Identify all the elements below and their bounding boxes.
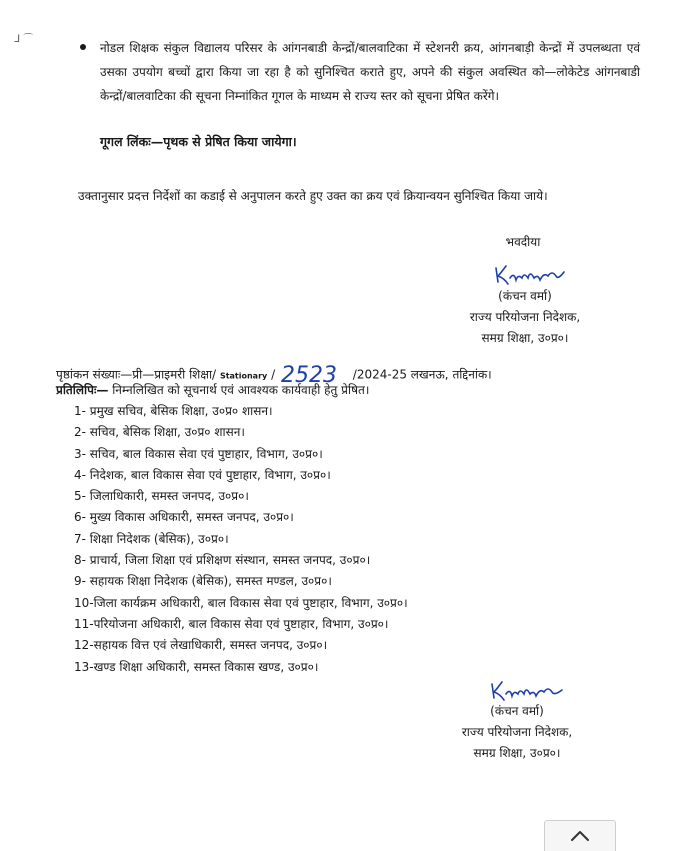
bullet-paragraph: नोडल शिक्षक संकुल विद्यालय परिसर के आंगनबाडी केन्द्रों/बालवाटिका में स्टेशनरी क्रय, आंगनबाड़ी केन्द्रों में उपलब्धता एवं उसका उपयोग बच्चों द्वारा किया जा रहा है को सुनिश्चित कराते हुए, अपने की संकुल अवस्थित को—लोकेटेड आंगनबाडी केन्द्रों/बालवाटिका की सूचना निम्नांकित गूगल के माध्यम से राज्य स्तर को सूचना प्रेषित करेंगे।: [100, 41, 640, 103]
recipient-item: 7- शिक्षा निदेशक (बेसिक), उ०प्र०।: [74, 531, 229, 546]
scan-mark: ᒧ ⌒: [14, 34, 34, 45]
signatory-2: [432, 701, 602, 764]
reference-prefix: पृष्ठांकन संख्याः—प्री—प्राइमरी शिक्षा/: [56, 367, 217, 382]
recipient-item: 4- निदेशक, बाल विकास सेवा एवं पुष्टाहार, विभाग, उ०प्र०।: [74, 467, 331, 482]
recipient-item: 13-खण्ड शिक्षा अधिकारी, समस्त विकास खण्ड, उ०प्र०।: [74, 659, 319, 674]
bullet-icon: [80, 44, 86, 50]
reference-suffix: /2024-25 लखनऊ, तद्दिनांक।: [352, 367, 492, 382]
recipient-item: 10-जिला कार्यक्रम अधिकारी, बाल विकास सेवा एवं पुष्टाहार, विभाग, उ०प्र०।: [74, 595, 408, 610]
signatory-name: (कंचन वर्मा): [490, 704, 544, 718]
google-link-line: गूगल लिंकः—पृथक से प्रेषित किया जायेगा।: [100, 134, 297, 149]
copy-to-line: [56, 381, 369, 398]
recipient-item: 8- प्राचार्य, जिला शिक्षा एवं प्रशिक्षण संस्थान, समस्त जनपद, उ०प्र०।: [74, 553, 371, 568]
instruction-paragraph: उक्तानुसार प्रदत्त निर्देशों का कडाई से अनुपालन करते हुए उक्त का क्रय एवं क्रियान्वयन सुनिश्चित किया जाये।: [78, 189, 548, 203]
copy-to-label: प्रतिलिपिः—: [56, 383, 109, 397]
recipient-item: 3- सचिव, बाल विकास सेवा एवं पुष्टाहार, विभाग, उ०प्र०।: [74, 446, 323, 461]
recipient-item: 12-सहायक वित्त एवं लेखाधिकारी, समस्त जनपद, उ०प्र०।: [74, 638, 328, 653]
signatory-designation: राज्य परियोजना निदेशक,: [461, 725, 573, 739]
recipient-item: 9- सहायक शिक्षा निदेशक (बेसिक), समस्त मण्डल, उ०प्र०।: [74, 574, 332, 589]
recipient-item: 2- सचिव, बेसिक शिक्षा, उ०प्र० शासन।: [74, 425, 245, 440]
signatory-designation: राज्य परियोजना निदेशक,: [469, 310, 581, 324]
closing: भवदीया: [505, 235, 541, 249]
recipient-list: [74, 401, 408, 678]
recipient-item: 11-परियोजना अधिकारी, बाल विकास सेवा एवं पुष्टाहार, विभाग, उ०प्र०।: [74, 616, 389, 631]
reference-stationary: Stationary: [219, 371, 268, 381]
signatory-name: (कंचन वर्मा): [498, 289, 552, 303]
signatory-1: [440, 286, 610, 349]
recipient-item: 5- जिलाधिकारी, समस्त जनपद, उ०प्र०।: [74, 489, 249, 504]
copy-to-text: निम्नलिखित को सूचनार्थ एवं आवश्यक कार्यवाही हेतु प्रेषित।: [112, 383, 370, 397]
signatory-department: समग्र शिक्षा, उ०प्र०।: [481, 331, 569, 345]
recipient-item: 6- मुख्य विकास अधिकारी, समस्त जनपद, उ०प्र०।: [74, 510, 294, 525]
reference-sep: /: [271, 367, 276, 382]
recipient-item: 1- प्रमुख सचिव, बेसिक शिक्षा, उ०प्र० शासन।: [74, 404, 273, 418]
signatory-department: समग्र शिक्षा, उ०प्र०।: [473, 746, 561, 760]
chevron-up-icon: [570, 830, 590, 842]
svg-text:2523: 2523: [280, 363, 337, 388]
scroll-up-button[interactable]: [544, 820, 616, 851]
